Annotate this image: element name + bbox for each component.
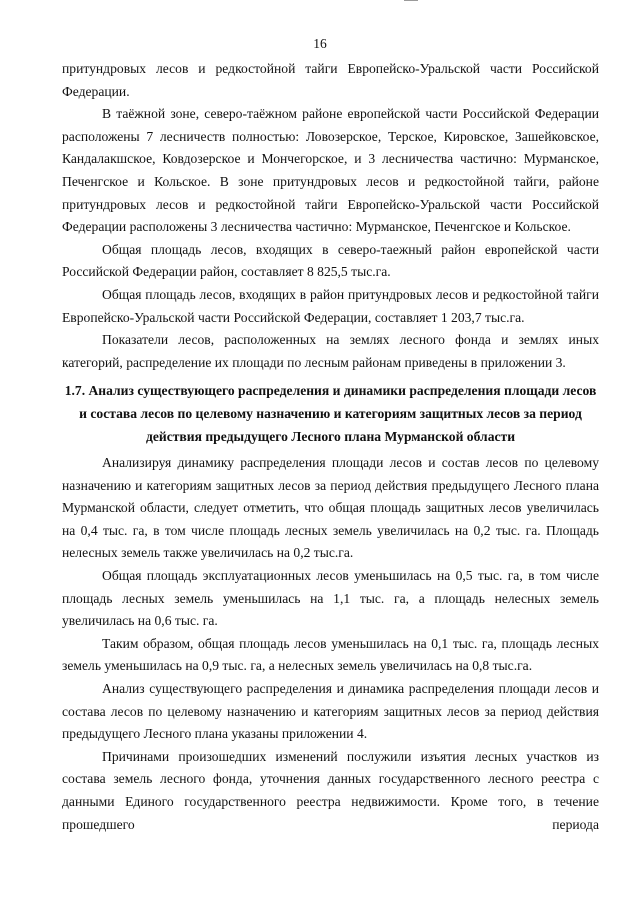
paragraph-forest-indicators: Показатели лесов, расположенных на землях лесного фонда и землях иных категорий, распределение их площади по лесным районам приведены в приложении 3. xyxy=(62,332,599,370)
paragraph-taiga-zone: В таёжной зоне, северо-таёжном районе европейской части Российской Федерации расположены 7 лесничеств полностью: Ловозерское, Терское, Кировское, Зашейковское, Кандалакшское, Ковдозерское и Мончегорское, и 3 лесничества частично: Мурманское, Печенгское и Кольское. В зоне притундровых лесов и редкостойной тайги, районе притундровых лесов и редкостойной тайги Европейско-Уральской части Российской Федерации расположены 3 лесничества частично: Мурманское, Печенгское и Кольское. xyxy=(62,106,599,235)
paragraph-summary: Таким образом, общая площадь лесов уменьшилась на 0,1 тыс. га, площадь лесных земель уменьшилась на 0,9 тыс. га, а нелесных земель увеличилась на 0,8 тыс.га. xyxy=(62,635,599,674)
paragraph-tundra-area: Общая площадь лесов, входящих в район притундровых лесов и редкостойной тайги Европейско-Уральской части Российской Федерации, составляет 1 203,7 тыс.га. xyxy=(62,286,599,325)
page-number: 16 xyxy=(313,36,327,51)
paragraph-appendix-reference: Анализ существующего распределения и динамика распределения площади лесов и состава лесов по целевому назначению и категориям защитных лесов за период действия предыдущего Лесного плана указаны приложении 4. xyxy=(62,681,599,742)
paragraph-continuation: притундровых лесов и редкостойной тайги Европейско-Уральской части Российской Федерации. xyxy=(62,61,599,99)
paragraph-north-taiga-area: Общая площадь лесов, входящих в северо-таежный район европейской части Российской Федерации район, составляет 8 825,5 тыс.га. xyxy=(62,241,599,280)
section-heading: 1.7. Анализ существующего распределения и динамики распределения площади лесов и состава лесов по целевому назначению и категориям защитных лесов за период действия предыдущего Лесного плана Мурманской области xyxy=(64,383,597,444)
paragraph-exploitation-forests: Общая площадь эксплуатационных лесов уменьшилась на 0,5 тыс. га, в том числе площадь лесных земель уменьшилась на 1,1 тыс. га, а площадь нелесных земель увеличилась на 0,6 тыс. га. xyxy=(62,568,599,629)
paragraph-change-reasons: Причинами произошедших изменений послужили изъятия лесных участков из состава земель лесного фонда, уточнения данных государственного лесного реестра с данными Единого государственного реестра недвижимости. Кроме того, в течение прошедшего периода xyxy=(62,748,599,832)
scan-edge-mark xyxy=(404,0,418,1)
document-body xyxy=(62,58,599,836)
paragraph-protective-dynamics: Анализируя динамику распределения площади лесов и состав лесов по целевому назначению и категориям защитных лесов за период действия предыдущего Лесного плана Мурманской области, следует отметить, что общая площадь защитных лесов увеличилась на 0,4 тыс. га, в том числе площадь лесных земель увеличилась на 0,2 тыс. га. Площадь нелесных земель также увеличилась на 0,2 тыс.га. xyxy=(62,455,599,561)
